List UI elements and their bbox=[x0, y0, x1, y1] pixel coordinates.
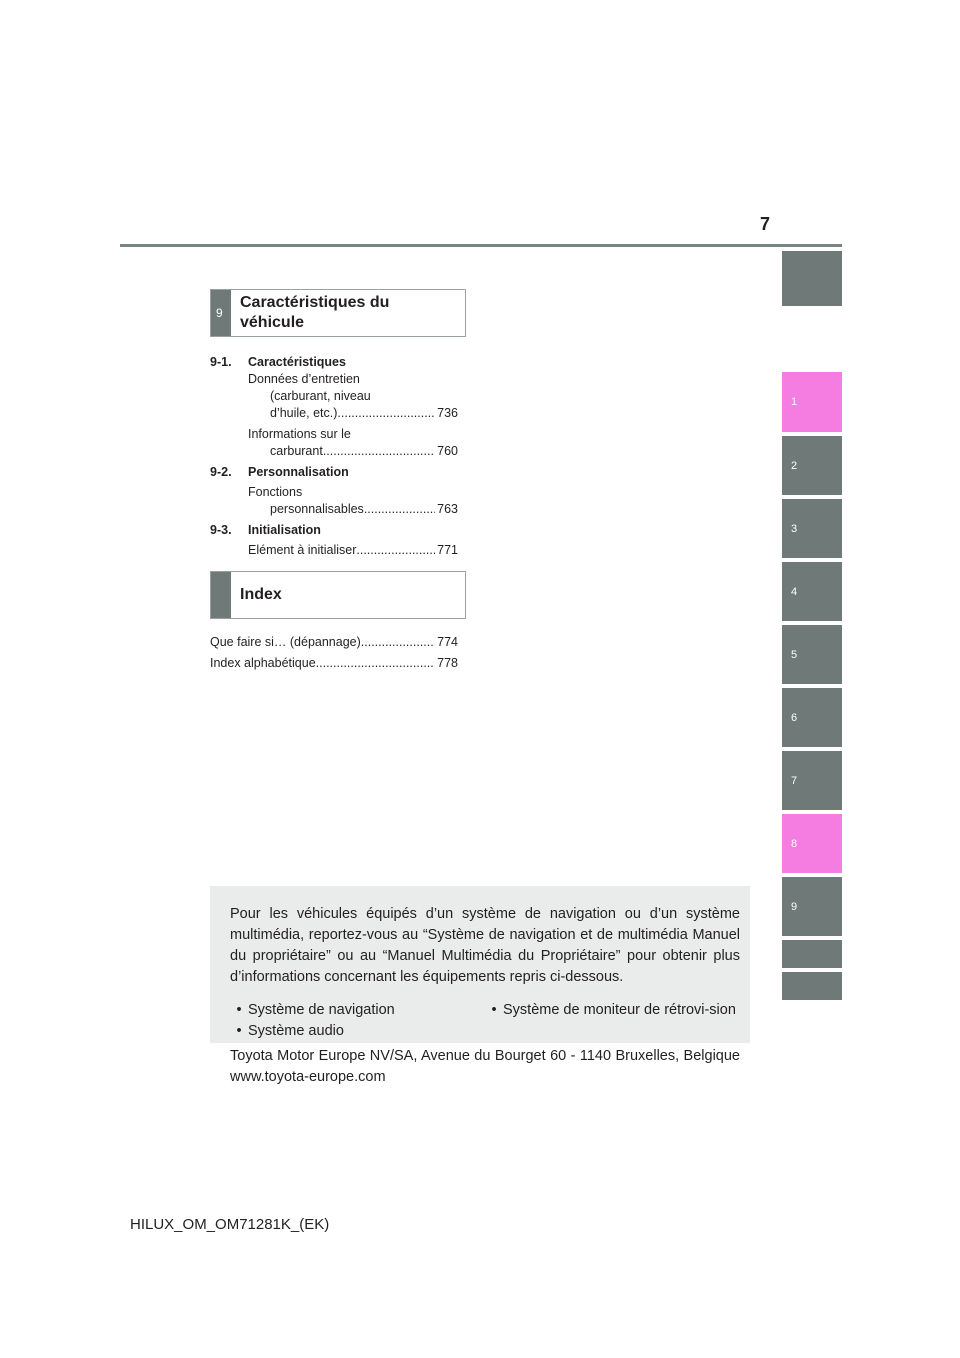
toc-subsection-heading[interactable]: 9-1. Caractéristiques bbox=[210, 355, 346, 369]
chapter-tab-6[interactable] bbox=[782, 688, 842, 747]
page-number: 7 bbox=[759, 214, 770, 234]
index-toc bbox=[210, 634, 458, 672]
section-9-toc bbox=[210, 354, 458, 559]
header-rule bbox=[120, 244, 842, 247]
section-number: 9 bbox=[216, 306, 223, 320]
page-ref: 736 bbox=[437, 406, 458, 420]
chapter-tab-label: 9 bbox=[791, 900, 798, 913]
chapter-tab-9[interactable] bbox=[782, 877, 842, 936]
chapter-tab-blank-a[interactable] bbox=[782, 940, 842, 968]
section-title: Caractéristiques du véhicule bbox=[240, 294, 390, 331]
section-number-bar bbox=[211, 572, 231, 618]
info-paragraph: Pour les véhicules équipés d’un système de navigation ou d’un système multimédia, reportez-vous au “Système de navigation et de multimédia Manuel du propriétaire” ou au “Manuel Multimédia du Propriétaire” pour obtenir plus d’informations concernant les équipements repris ci-dessous. bbox=[230, 906, 740, 985]
section-number-bar bbox=[211, 290, 231, 336]
page-ref: 763 bbox=[437, 502, 458, 516]
section-title: Index bbox=[240, 586, 282, 603]
toc-entry[interactable]: Index alphabétique ..... 778 bbox=[210, 655, 458, 672]
chapter-tab-7[interactable] bbox=[782, 751, 842, 810]
chapter-tab-label: 6 bbox=[791, 711, 798, 724]
chapter-tab-blank-top[interactable] bbox=[782, 251, 842, 306]
multimedia-info-box bbox=[210, 886, 750, 1043]
equipment-list bbox=[230, 1000, 740, 1042]
chapter-tab-label: 4 bbox=[791, 585, 798, 598]
toc-entry[interactable]: Que faire si… (dépannage) ..... 774 bbox=[210, 634, 458, 651]
chapter-tab-3[interactable] bbox=[782, 499, 842, 558]
chapter-tab-label: 1 bbox=[791, 396, 798, 408]
toc-subsection-heading[interactable]: 9-2. Personnalisation bbox=[210, 465, 349, 479]
toc-entry[interactable]: Informations sur le carburant ..... 760 bbox=[248, 426, 458, 460]
chapter-tab-label: 3 bbox=[791, 522, 798, 535]
list-item: • Système audio bbox=[236, 1023, 344, 1039]
chapter-tab-label: 2 bbox=[791, 459, 798, 472]
page-ref: 774 bbox=[437, 635, 458, 649]
chapter-tab-label: 8 bbox=[791, 837, 798, 850]
chapter-tab-4[interactable] bbox=[782, 562, 842, 621]
toc-entry[interactable]: Elément à initialiser ..... 771 bbox=[248, 542, 458, 559]
toc-subsection-heading[interactable]: 9-3. Initialisation bbox=[210, 523, 321, 537]
page-ref: 760 bbox=[437, 444, 458, 458]
chapter-tab-blank-b[interactable] bbox=[782, 972, 842, 1000]
chapter-tab-label: 5 bbox=[791, 648, 798, 661]
index-header bbox=[210, 571, 466, 619]
publisher-address: Toyota Motor Europe NV/SA, Avenue du Bourget 60 - 1140 Bruxelles, Belgique www.toyota-europe.com bbox=[230, 1048, 740, 1085]
page-ref: 771 bbox=[437, 543, 458, 557]
list-item: • Système de navigation bbox=[236, 1002, 395, 1018]
toc-entry[interactable]: Données d’entretien (carburant, niveau d’huile, etc.) ..... 736 bbox=[248, 371, 458, 422]
chapter-tab-1[interactable] bbox=[782, 372, 842, 432]
list-item: • Système de moniteur de rétrovi-sion bbox=[491, 1002, 736, 1018]
chapter-tab-8[interactable] bbox=[782, 814, 842, 873]
toc-entry[interactable]: Fonctions personnalisables ..... 763 bbox=[248, 484, 458, 518]
chapter-tab-5[interactable] bbox=[782, 625, 842, 684]
page-ref: 778 bbox=[437, 656, 458, 670]
chapter-tab-label: 7 bbox=[791, 774, 798, 787]
document-code: HILUX_OM_OM71281K_(EK) bbox=[130, 1216, 330, 1233]
chapter-tab-2[interactable] bbox=[782, 436, 842, 495]
section-9-header bbox=[210, 289, 466, 337]
